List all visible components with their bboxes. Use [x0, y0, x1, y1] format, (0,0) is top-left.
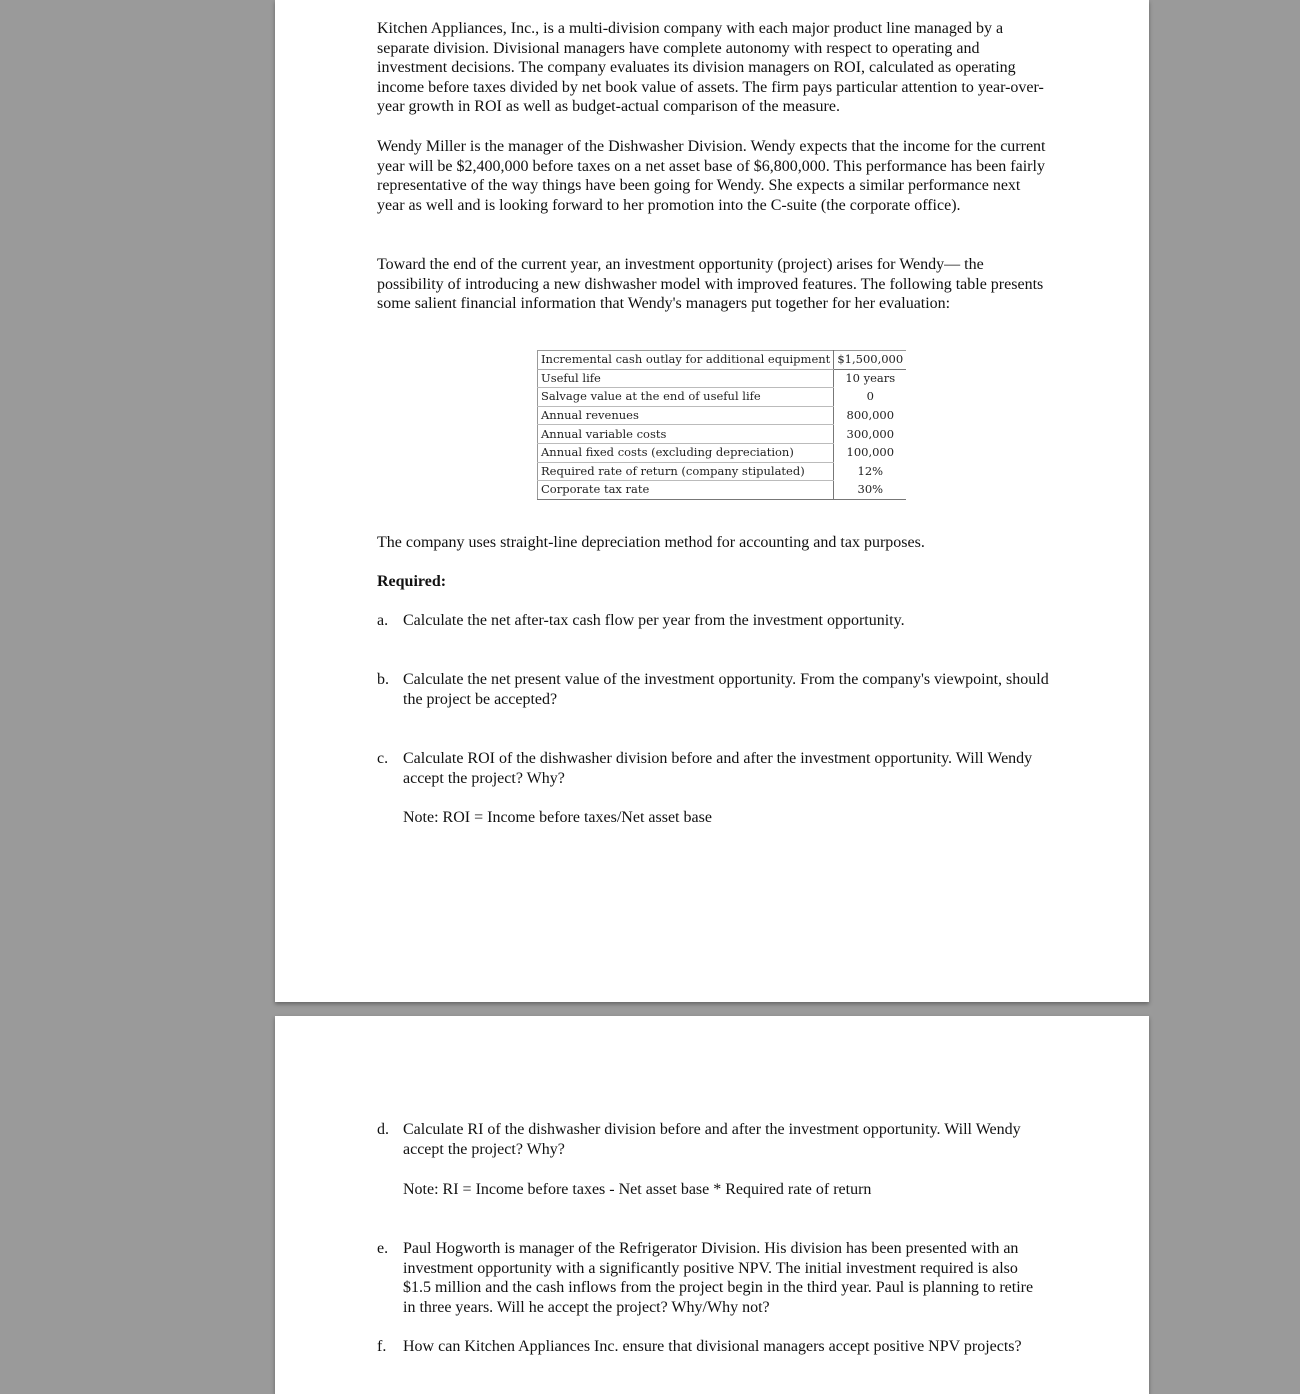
table-row-value: 300,000 [846, 426, 895, 441]
table-row-value: 100,000 [846, 445, 895, 460]
table-row-label: Required rate of return (company stipulated) [538, 462, 834, 481]
table-row [538, 388, 907, 407]
question-c-text: Calculate ROI of the dishwasher division before and after the investment opportunity. Will Wendy accept the project? Why? [403, 750, 1033, 787]
table-row-label: Salvage value at the end of useful life [538, 388, 834, 407]
table-row-label: Annual fixed costs (excluding depreciation) [538, 443, 834, 462]
question-d-text: Calculate RI of the dishwasher division before and after the investment opportunity. Will Wendy accept the project? Why? [403, 1121, 1021, 1158]
required-heading: Required: [377, 573, 447, 590]
question-b-text: Calculate the net present value of the investment opportunity. From the company's viewpoint, should the project be accepted? [403, 671, 1049, 708]
table-row [538, 481, 907, 500]
table-row [538, 351, 907, 370]
question-c-letter: c. [377, 750, 389, 767]
table-row-value: 10 years [845, 371, 896, 386]
opportunity-paragraph: Toward the end of the current year, an investment opportunity (project) arises for Wendy— the possibility of introducing a new dishwasher model with improved features. The following table presents some salient financial information that Wendy's managers put together for her evaluation: [377, 256, 1044, 313]
document-page-1 [275, 0, 1149, 1002]
question-a-letter: a. [377, 612, 389, 629]
table-row-label: Incremental cash outlay for additional equipment [538, 351, 834, 370]
wendy-paragraph: Wendy Miller is the manager of the Dishwasher Division. Wendy expects that the income for the current year will be $2,400,000 before taxes on a net asset base of $6,800,000. This performance has been fairly representative of the way things have been going for Wendy. She expects a similar performance next year as well and is looking forward to her promotion into the C-suite (the corporate office). [377, 138, 1046, 214]
question-a-text: Calculate the net after-tax cash flow per year from the investment opportunity. [403, 612, 905, 629]
table-row [538, 369, 907, 388]
table-row-label: Annual revenues [538, 406, 834, 425]
question-e-letter: e. [377, 1240, 389, 1257]
ri-note: Note: RI = Income before taxes - Net asset base * Required rate of return [403, 1181, 872, 1198]
table-row-value: 0 [866, 389, 874, 404]
table-row-label: Annual variable costs [538, 425, 834, 444]
roi-note: Note: ROI = Income before taxes/Net asset base [403, 809, 712, 826]
question-f-letter: f. [377, 1338, 387, 1355]
depreciation-note: The company uses straight-line depreciation method for accounting and tax purposes. [377, 534, 925, 551]
document-page-2 [275, 1016, 1149, 1394]
intro-paragraph: Kitchen Appliances, Inc., is a multi-division company with each major product line managed by a separate division. Divisional managers have complete autonomy with respect to operating and investment decisions. The company evaluates its division managers on ROI, calculated as operating income before taxes divided by net book value of assets. The firm pays particular attention to year-over-year growth in ROI as well as budget-actual comparison of the measure. [377, 20, 1044, 116]
table-row-value: 800,000 [846, 408, 895, 423]
question-e-text: Paul Hogworth is manager of the Refrigerator Division. His division has been presented with an investment opportunity with a significantly positive NPV. The initial investment required is also $1.5 million and the cash inflows from the project begin in the third year. Paul is planning to retire in three years. Will he accept the project? Why/Why not? [403, 1240, 1034, 1316]
question-f-text: How can Kitchen Appliances Inc. ensure that divisional managers accept positive NPV projects? [403, 1338, 1022, 1355]
table-row [538, 462, 907, 481]
financial-info-table [537, 350, 906, 500]
table-row-value: $1,500,000 [834, 351, 907, 370]
question-d-letter: d. [377, 1121, 389, 1138]
table-row [538, 443, 907, 462]
table-row [538, 406, 907, 425]
table-row-label: Corporate tax rate [538, 481, 834, 500]
table-row-label: Useful life [538, 369, 834, 388]
question-b-letter: b. [377, 671, 389, 688]
table-row-value: 12% [857, 463, 884, 478]
table-row-value: 30% [834, 481, 907, 500]
table-row [538, 425, 907, 444]
